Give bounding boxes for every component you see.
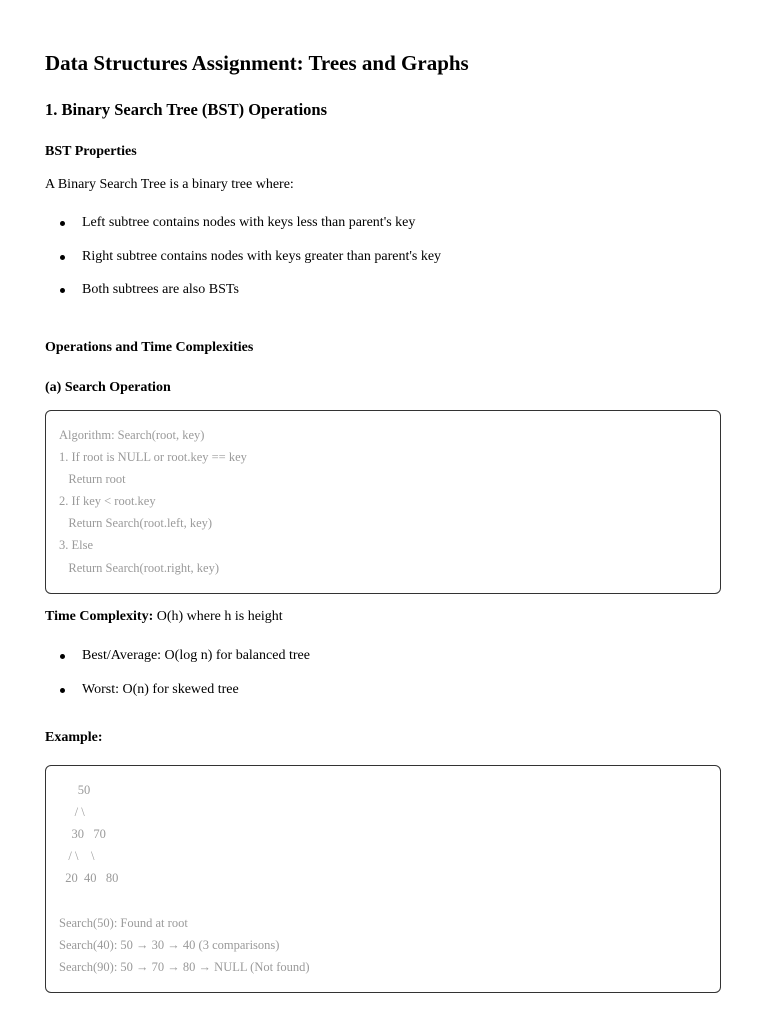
code-line: 2. If key < root.key (59, 494, 156, 508)
code-line: 1. If root is NULL or root.key == key (59, 450, 247, 464)
list-item: Both subtrees are also BSTs (45, 281, 723, 315)
bst-properties-heading: BST Properties (45, 144, 137, 159)
code-line: Return root (59, 472, 126, 486)
code-line: 20 40 80 (59, 871, 119, 885)
example-code-block (45, 765, 721, 993)
bullet-icon (60, 288, 65, 293)
list-item: Right subtree contains nodes with keys greater than parent's key (45, 248, 723, 282)
search-operation-heading: (a) Search Operation (45, 380, 171, 395)
code-line: Search(50): Found at root (59, 916, 188, 930)
section-heading-bst: 1. Binary Search Tree (BST) Operations (45, 100, 328, 119)
code-line: Algorithm: Search(root, key) (59, 428, 205, 442)
bullet-icon (60, 221, 65, 226)
list-item: Left subtree contains nodes with keys less than parent's key (45, 214, 723, 248)
complexity-cases-list (45, 647, 723, 714)
bullet-icon (60, 255, 65, 260)
list-item: Worst: O(n) for skewed tree (45, 681, 723, 715)
search-algorithm-code-block (45, 410, 721, 594)
page-title: Data Structures Assignment: Trees and Graphs (45, 51, 469, 75)
code-line: / \ (59, 805, 85, 819)
example-heading: Example: (45, 730, 103, 745)
operations-heading: Operations and Time Complexities (45, 340, 254, 355)
code-line: / \ \ (59, 849, 95, 863)
code-line: Search(90): 50 → 70 → 80 → NULL (Not found) (59, 960, 310, 974)
code-line: Search(40): 50 → 30 → 40 (3 comparisons) (59, 938, 280, 952)
bullet-icon (60, 654, 65, 659)
bullet-icon (60, 688, 65, 693)
time-complexity-value: O(h) where h is height (153, 609, 283, 624)
code-line: Return Search(root.right, key) (59, 561, 220, 575)
bst-properties-list (45, 214, 723, 315)
bst-intro-text: A Binary Search Tree is a binary tree where: (45, 177, 294, 192)
time-complexity-line (45, 609, 283, 625)
code-line: Return Search(root.left, key) (59, 516, 213, 530)
code-line: 50 (59, 783, 91, 797)
list-item: Best/Average: O(log n) for balanced tree (45, 647, 723, 681)
time-complexity-label: Time Complexity: (45, 609, 154, 624)
code-line: 3. Else (59, 538, 94, 552)
code-line: 30 70 (59, 827, 106, 841)
